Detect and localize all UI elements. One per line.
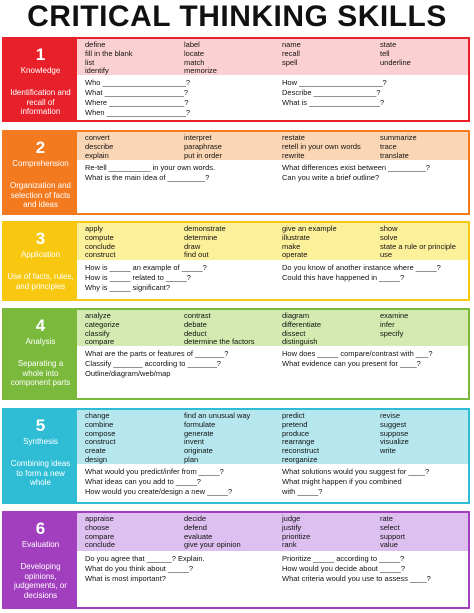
verb-item: spell — [282, 57, 298, 67]
question-item: What would you predict/infer from _____? — [85, 467, 224, 476]
question-item: Prioritize _____ according to _____? — [282, 554, 405, 563]
question-item: Where __________________? — [85, 98, 189, 107]
verb-item: give your opinion — [184, 540, 241, 550]
verb-item: infer — [380, 319, 395, 329]
verb-item: show — [380, 224, 398, 233]
question-item: What is the main idea of _________? — [85, 173, 210, 182]
verb-list — [77, 310, 468, 346]
verb-item: suppose — [380, 428, 409, 438]
verb-item: draw — [184, 241, 201, 251]
verb-list — [77, 410, 468, 464]
verb-column — [85, 515, 115, 550]
question-item: Re-tell __________ in your own words. — [85, 163, 216, 172]
verb-item: diagram — [282, 311, 310, 320]
question-column — [282, 163, 430, 183]
verb-column — [85, 412, 115, 465]
question-column — [85, 554, 205, 584]
question-column — [85, 263, 207, 293]
verb-column — [184, 225, 226, 260]
section-label-panel — [4, 310, 77, 398]
section-knowledge — [2, 37, 470, 122]
section-name: Evaluation — [21, 540, 60, 549]
verb-item: choose — [85, 522, 110, 532]
verb-item: determine the factors — [184, 337, 255, 347]
verb-item: recall — [282, 48, 300, 58]
verb-column — [85, 41, 133, 76]
question-item: What is _________________? — [282, 98, 385, 107]
verb-column — [282, 134, 361, 160]
question-column — [282, 78, 387, 108]
verb-item: conclude — [85, 540, 116, 550]
section-synthesis — [2, 408, 470, 504]
verb-item: predict — [282, 411, 305, 420]
verb-item: value — [380, 540, 398, 550]
verb-item: translate — [380, 150, 409, 160]
verb-item: write — [380, 446, 396, 456]
verb-item: design — [85, 454, 108, 464]
verb-item: solve — [380, 232, 398, 242]
verb-column — [380, 41, 411, 67]
verb-item: compute — [85, 232, 114, 242]
verb-item: combine — [85, 419, 114, 429]
section-number: 3 — [35, 229, 46, 248]
verb-column — [282, 41, 301, 67]
question-column — [282, 349, 433, 369]
section-application — [2, 221, 470, 301]
verb-item: create — [85, 446, 106, 456]
verb-item: plan — [184, 454, 199, 464]
verb-item: state a rule or principle — [380, 241, 456, 251]
section-description: Separating a whole into component parts — [10, 359, 71, 387]
verb-item: paraphrase — [184, 141, 222, 151]
page-title: CRITICAL THINKING SKILLS — [27, 0, 447, 33]
verb-item: find out — [184, 250, 209, 260]
verb-item: conclude — [85, 241, 116, 251]
verb-item: memorize — [184, 66, 217, 76]
verb-item: rewrite — [282, 150, 305, 160]
verb-item: state — [380, 40, 397, 49]
verb-item: name — [282, 40, 301, 49]
verb-item: fill in the blank — [85, 48, 133, 58]
verb-item: deduct — [184, 328, 207, 338]
verb-column — [184, 515, 241, 550]
question-item: Do you know of another instance where _____? — [282, 263, 441, 272]
verb-item: generate — [184, 428, 214, 438]
verb-item: classify — [85, 328, 110, 338]
question-column — [85, 163, 215, 183]
question-item: What do you think about _____? — [85, 564, 193, 573]
verb-item: suggest — [380, 419, 407, 429]
section-number: 6 — [35, 519, 46, 538]
section-label-panel — [4, 513, 77, 607]
verb-column — [282, 225, 337, 260]
verb-column — [184, 412, 250, 465]
verb-item: compare — [85, 337, 115, 347]
section-description: Combining ideas to form a new whole — [10, 459, 71, 487]
question-stems — [77, 464, 468, 502]
verb-item: use — [380, 250, 393, 260]
question-stems — [77, 75, 468, 120]
verb-item: reconstruct — [282, 446, 320, 456]
verb-item: analyze — [85, 311, 111, 320]
section-name: Application — [20, 250, 61, 259]
verb-item: trace — [380, 141, 397, 151]
verb-item: put in order — [184, 150, 222, 160]
question-item: Can you write a brief outline? — [282, 173, 380, 182]
section-number: 1 — [35, 45, 46, 64]
verb-item: visualize — [380, 437, 409, 447]
verb-item: operate — [282, 250, 308, 260]
verb-item: interpret — [184, 133, 212, 142]
verb-item: restate — [282, 133, 305, 142]
verb-list — [77, 223, 468, 260]
question-item: How would you decide about _____? — [282, 564, 406, 573]
verb-item: decide — [184, 514, 207, 523]
verb-item: explain — [85, 150, 109, 160]
verb-column — [85, 312, 120, 347]
verb-item: dissect — [282, 328, 306, 338]
verb-item: construct — [85, 250, 116, 260]
verb-item: specify — [380, 328, 404, 338]
verb-column — [85, 134, 113, 160]
verb-item: defend — [184, 522, 207, 532]
verb-item: formulate — [184, 419, 216, 429]
question-item: What solutions would you suggest for ____? — [282, 467, 430, 476]
question-item: What are the parts or features of _______? — [85, 349, 229, 358]
verb-item: pretend — [282, 419, 308, 429]
verb-item: list — [85, 57, 95, 67]
verb-item: locate — [184, 48, 205, 58]
question-item: How is _____ an example of _____? — [85, 263, 207, 272]
question-item: Who ____________________? — [85, 78, 191, 87]
verb-item: reorganize — [282, 454, 318, 464]
question-column — [85, 349, 228, 379]
verb-item: rank — [282, 540, 297, 550]
section-description: Use of facts, rules, and principles — [7, 272, 74, 291]
question-item: What evidence can you present for ____? — [282, 359, 421, 368]
section-label-panel — [4, 132, 77, 213]
verb-item: define — [85, 40, 106, 49]
question-item: What ___________________? — [85, 88, 189, 97]
verb-item: distinguish — [282, 337, 318, 347]
verb-item: justify — [282, 522, 302, 532]
question-column — [85, 467, 232, 497]
verb-item: compose — [85, 428, 116, 438]
verb-column — [85, 225, 115, 260]
question-item: How ____________________? — [282, 78, 387, 87]
question-item: What ideas can you add to _____? — [85, 477, 201, 486]
verb-column — [282, 312, 321, 347]
verb-item: appraise — [85, 514, 114, 523]
verb-item: compare — [85, 531, 115, 541]
question-stems — [77, 160, 468, 213]
verb-column — [380, 312, 408, 338]
section-label-panel — [4, 39, 77, 120]
verb-item: summarize — [380, 133, 417, 142]
question-item: with _____? — [282, 487, 323, 496]
verb-item: construct — [85, 437, 116, 447]
verb-item: select — [380, 522, 400, 532]
verb-item: make — [282, 241, 301, 251]
question-column — [282, 467, 429, 497]
section-number: 2 — [35, 138, 46, 157]
verb-list — [77, 39, 468, 75]
verb-column — [184, 41, 217, 76]
section-comprehension — [2, 130, 470, 215]
section-evaluation — [2, 511, 470, 609]
verb-item: retell in your own words — [282, 141, 361, 151]
verb-item: invent — [184, 437, 205, 447]
section-name: Knowledge — [20, 66, 61, 75]
verb-item: give an example — [282, 224, 337, 233]
section-description: Identification and recall of information — [10, 88, 71, 116]
verb-item: contrast — [184, 311, 211, 320]
question-column — [282, 263, 441, 283]
verb-item: support — [380, 531, 406, 541]
verb-item: determine — [184, 232, 218, 242]
section-number: 4 — [35, 316, 46, 335]
section-label-panel — [4, 410, 77, 502]
section-label-panel — [4, 223, 77, 299]
question-item: How does _____ compare/contrast with ___? — [282, 349, 433, 358]
question-item: Outline/diagram/web/map — [85, 369, 171, 378]
verb-column — [380, 134, 417, 160]
question-item: Describe _______________? — [282, 88, 381, 97]
verb-column — [380, 225, 456, 260]
verb-column — [184, 312, 254, 347]
verb-item: rearrange — [282, 437, 315, 447]
question-item: Do you agree that ______? Explain. — [85, 554, 205, 563]
verb-item: examine — [380, 311, 409, 320]
verb-item: label — [184, 40, 200, 49]
section-number: 5 — [35, 416, 46, 435]
verb-item: prioritize — [282, 531, 311, 541]
question-item: What criteria would you use to assess ____? — [282, 574, 431, 583]
question-item: What might happen if you combined — [282, 477, 402, 486]
question-item: When ___________________? — [85, 108, 191, 117]
verb-item: underline — [380, 57, 411, 67]
verb-item: match — [184, 57, 205, 67]
verb-item: illustrate — [282, 232, 310, 242]
verb-column — [282, 412, 319, 465]
verb-item: revise — [380, 411, 401, 420]
question-item: How would you create/design a new _____? — [85, 487, 233, 496]
verb-item: tell — [380, 48, 390, 58]
question-item: How is _____ related to _____? — [85, 273, 191, 282]
question-stems — [77, 551, 468, 607]
verb-item: convert — [85, 133, 110, 142]
verb-column — [184, 134, 222, 160]
verb-item: demonstrate — [184, 224, 226, 233]
question-item: Could this have happened in _____? — [282, 273, 405, 282]
verb-item: originate — [184, 446, 213, 456]
section-description: Organization and selection of facts and ideas — [10, 181, 71, 209]
verb-item: apply — [85, 224, 103, 233]
verb-item: rate — [380, 514, 393, 523]
verb-item: change — [85, 411, 110, 420]
question-item: Classify _______ according to _______? — [85, 359, 221, 368]
section-name: Synthesis — [23, 437, 58, 446]
question-stems — [77, 260, 468, 299]
verb-item: identify — [85, 66, 109, 76]
verb-list — [77, 132, 468, 160]
verb-item: produce — [282, 428, 310, 438]
question-column — [282, 554, 431, 584]
question-item: What is most important? — [85, 574, 166, 583]
section-name: Comprehension — [12, 159, 69, 168]
section-name: Analysis — [25, 337, 56, 346]
verb-item: find an unusual way — [184, 411, 251, 420]
verb-item: debate — [184, 319, 207, 329]
verb-list — [77, 513, 468, 551]
verb-item: categorize — [85, 319, 120, 329]
verb-item: describe — [85, 141, 114, 151]
question-stems — [77, 346, 468, 398]
verb-item: evaluate — [184, 531, 213, 541]
verb-column — [282, 515, 310, 550]
verb-column — [380, 515, 405, 550]
section-description: Developing opinions, judgements, or decisions — [14, 562, 67, 600]
verb-item: judge — [282, 514, 301, 523]
question-item: What differences exist between _________? — [282, 163, 430, 172]
question-column — [85, 78, 190, 118]
verb-item: differentiate — [282, 319, 322, 329]
section-analysis — [2, 308, 470, 400]
question-item: Why is _____ significant? — [85, 283, 171, 292]
verb-column — [380, 412, 409, 456]
